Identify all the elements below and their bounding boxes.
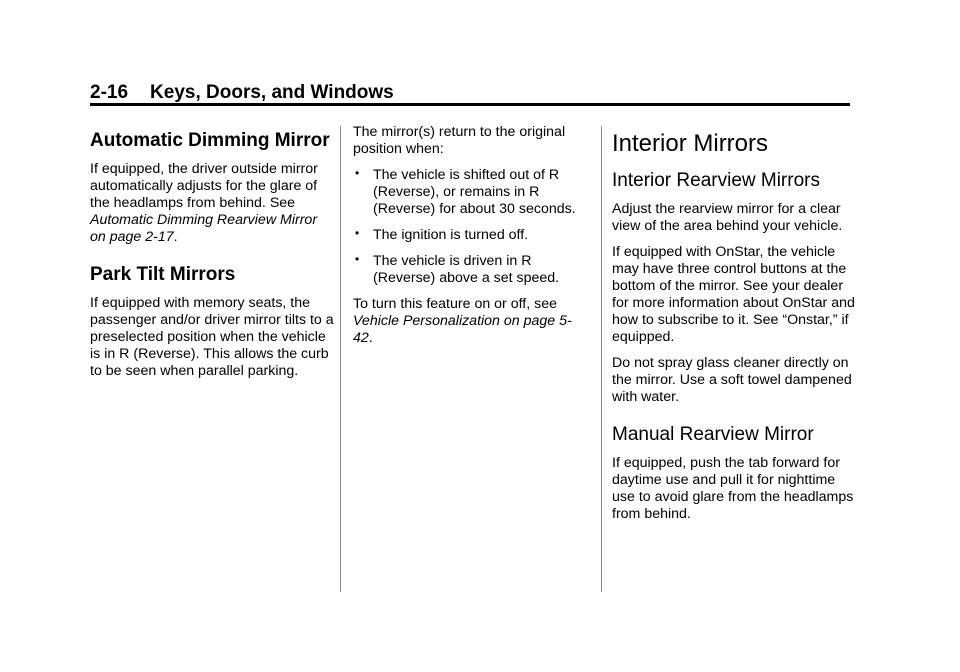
period: . <box>368 330 373 346</box>
body-text: To turn this feature on or off, see <box>353 296 557 312</box>
section-title-automatic-dimming: Automatic Dimming Mirror <box>90 130 330 151</box>
column-3 <box>612 124 857 532</box>
bullet-text: The ignition is turned off. <box>373 227 529 243</box>
paragraph: Do not spray glass cleaner directly on the mirror. Use a soft towel dampened with water. <box>612 355 852 405</box>
list-item <box>353 253 588 287</box>
bullet-list <box>353 167 588 287</box>
column-divider-2 <box>601 126 602 592</box>
subsection-title-interior-rearview: Interior Rearview Mirrors <box>612 170 820 191</box>
section-title-park-tilt: Park Tilt Mirrors <box>90 264 236 285</box>
body-text: If equipped, the driver outside mirror automatically adjusts for the glare of the headlamps from behind. See <box>90 161 318 211</box>
subsection-title-manual-rearview: Manual Rearview Mirror <box>612 424 814 445</box>
bullet-icon: • <box>355 166 360 180</box>
column-2 <box>353 124 588 356</box>
paragraph: If equipped with OnStar, the vehicle may have three control buttons at the bottom of the mirror. See your dealer for more information about OnStar and how to subscribe to it. See “Onstar,” if equipped. <box>612 244 855 345</box>
bullet-text: The vehicle is shifted out of R (Reverse), or remains in R (Reverse) for about 30 seconds. <box>373 167 576 217</box>
column-divider-1 <box>340 126 341 592</box>
bullet-icon: • <box>355 226 360 240</box>
list-item <box>353 227 588 244</box>
main-section-title: Interior Mirrors <box>612 130 769 157</box>
paragraph: If equipped, push the tab forward for daytime use and pull it for nighttime use to avoid glare from the headlamps from behind. <box>612 455 854 522</box>
section-text-automatic-dimming <box>90 161 335 246</box>
outro-text <box>353 296 588 347</box>
cross-reference-link[interactable]: Automatic Dimming Rearview Mirror on page 2-17 <box>90 212 318 245</box>
period: . <box>173 229 178 245</box>
bullet-text: The vehicle is driven in R (Reverse) above a set speed. <box>373 253 560 286</box>
list-item <box>353 167 588 218</box>
paragraph: Adjust the rearview mirror for a clear view of the area behind your vehicle. <box>612 201 843 234</box>
bullet-icon: • <box>355 252 360 266</box>
page-header <box>90 82 850 104</box>
section-text-park-tilt: If equipped with memory seats, the passenger and/or driver mirror tilts to a preselected position when the vehicle is in R (Reverse). This allows the curb to be seen when parallel parking. <box>90 295 334 379</box>
header-rule <box>90 103 850 106</box>
column-1 <box>90 124 335 389</box>
cross-reference-link[interactable]: Vehicle Personalization on page 5-42 <box>353 313 572 346</box>
intro-text: The mirror(s) return to the original position when: <box>353 124 566 157</box>
page-number: 2-16 <box>90 82 129 103</box>
chapter-title: Keys, Doors, and Windows <box>150 82 394 103</box>
